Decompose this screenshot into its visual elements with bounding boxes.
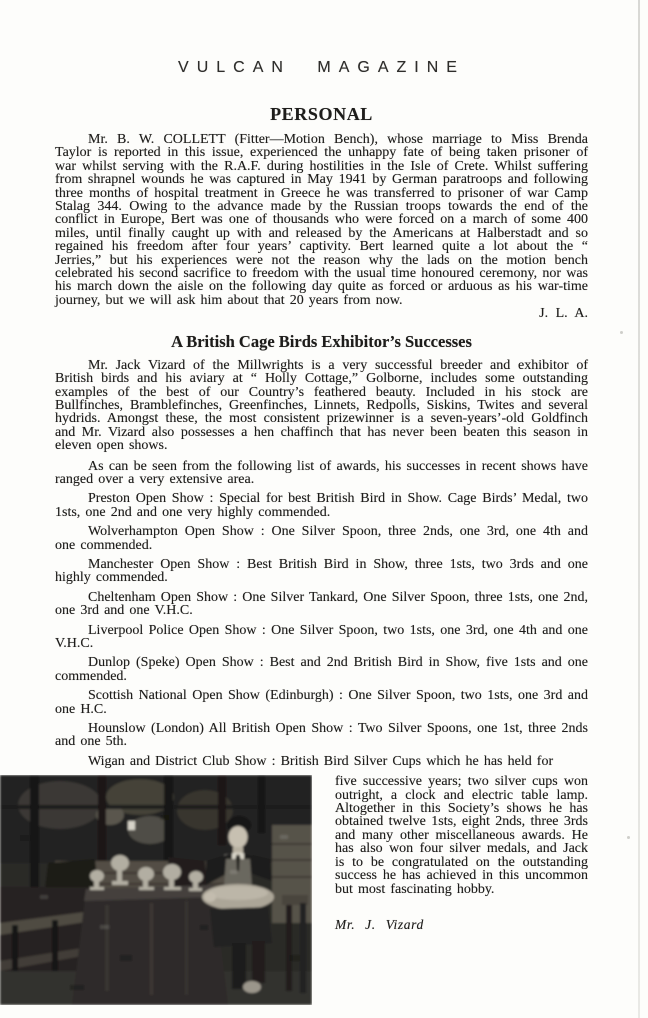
award-item-wigan-lead: Wigan and District Club Show : British Bird Silver Cups which he has held for bbox=[88, 753, 554, 769]
scan-edge-line bbox=[638, 0, 640, 1018]
award-item-cheltenham: Cheltenham Open Show : One Silver Tankard, One Silver Spoon, three 1sts, one 2nd, one 3rd and one V.H.C. bbox=[55, 589, 588, 619]
award-item-wolverhampton: Wolverhampton Open Show : One Silver Spoon, three 2nds, one 3rd, one 4th and one commended. bbox=[55, 524, 588, 553]
photo-mr-vizard-illustration bbox=[0, 775, 312, 1005]
scan-dust-speck bbox=[620, 331, 623, 334]
photo-side-column bbox=[312, 775, 648, 1005]
personal-article-byline: J. L. A. bbox=[539, 306, 588, 322]
cage-birds-article-title: A British Cage Birds Exhibitor’s Successes bbox=[171, 331, 472, 351]
award-item-hounslow: Hounslow (London) All British Open Show : Two Silver Spoons, one 1st, three 2nds and one 5th. bbox=[55, 721, 588, 750]
award-item-scottish: Scottish National Open Show (Edinburgh) : One Silver Spoon, two 1sts, one 3rd and one H.C. bbox=[55, 688, 588, 717]
photo-and-text-row bbox=[0, 775, 648, 1005]
cage-birds-intro: Mr. Jack Vizard of the Millwrights is a very successful breeder and exhibitor of British birds and his aviary at “ Holly Cottage,” Golborne, includes some outstanding examples of the best of our Country’s feathered beauty. Included in his stock are Bullfinches, Bramblefinches, Greenfinches, Linnets, Redpolls, Siskins, Twites and several hydrids. Amongst these, the most consistent prizewinner is a seven-years’-old Goldfinch and Mr. Vizard also possesses a hen chaffinch that has never been beaten this season in eleven open shows. bbox=[55, 357, 588, 454]
face bbox=[229, 826, 248, 848]
hand bbox=[204, 892, 216, 902]
award-item-preston: Preston Open Show : Special for best British Bird in Show. Cage Birds’ Medal, two 1sts, one 2nd and one very highly commended. bbox=[55, 491, 588, 520]
personal-article-body: Mr. B. W. COLLETT (Fitter—Motion Bench), whose marriage to Miss Brenda Taylor is reported in this issue, experienced the unhappy fate of being taken prisoner of war whilst serving with the R.A.F. during hostilities in the Isle of Crete. Whilst suffering from shrapnel wounds he was captured in May 1941 by German paratroops and following three months of hospital treatment in Greece he was transferred to prisoner of war Camp Stalag 344. Owing to the advance made by the Russian troops towards the end of the conflict in Europe, Bert was one of thousands who were forced on a march of some 400 miles, until finally caught up with and released by the Americans at Halberstadt and so regained his freedom after four years’ captivity. Bert learned quite a lot about the “ Jerries,” but his experiences were not the reason why the lads on the motion bench celebrated his second sacrifice to freedom with the usual time honoured ceremony, nor was his march down the aisle on the following day quite as forced or arduous as his war-time journey, but we will ask him about that 20 years from now. bbox=[55, 132, 588, 308]
awards-intro: As can be seen from the following list of awards, his successes in recent shows have ranged over a very extensive area. bbox=[55, 458, 588, 487]
magazine-masthead: VULCAN MAGAZINE bbox=[178, 59, 465, 76]
award-item-liverpool: Liverpool Police Open Show : One Silver Spoon, two 1sts, one 3rd, one 4th and one V.H.C. bbox=[55, 622, 588, 651]
shoe bbox=[243, 981, 261, 993]
scan-dust-speck bbox=[627, 836, 630, 839]
award-item-manchester: Manchester Open Show : Best British Bird in Show, three 1sts, two 3rds and one highly commended. bbox=[55, 556, 588, 586]
window-light-spot bbox=[128, 821, 135, 830]
trophy-table bbox=[72, 885, 228, 1005]
photo-caption: Mr. J. Vizard bbox=[335, 916, 424, 932]
photo-mr-vizard bbox=[0, 775, 312, 1005]
personal-article-title: PERSONAL bbox=[270, 104, 373, 124]
award-item-wigan-rest: five successive years; two silver cups won outright, a clock and electric table lamp. Altogether in this Society’s shows he has obtained twelve 1sts, eight 2nds, three 3rds and many other miscellaneous awards. He has also won four silver medals, and Jack is to be congratulated on the outstanding success he has achieved in this uncommon but most fascinating hobby. bbox=[335, 774, 588, 897]
page-content bbox=[0, 60, 648, 1005]
award-item-dunlop: Dunlop (Speke) Open Show : Best and 2nd British Bird in Show, five 1sts and one commended. bbox=[55, 655, 588, 684]
